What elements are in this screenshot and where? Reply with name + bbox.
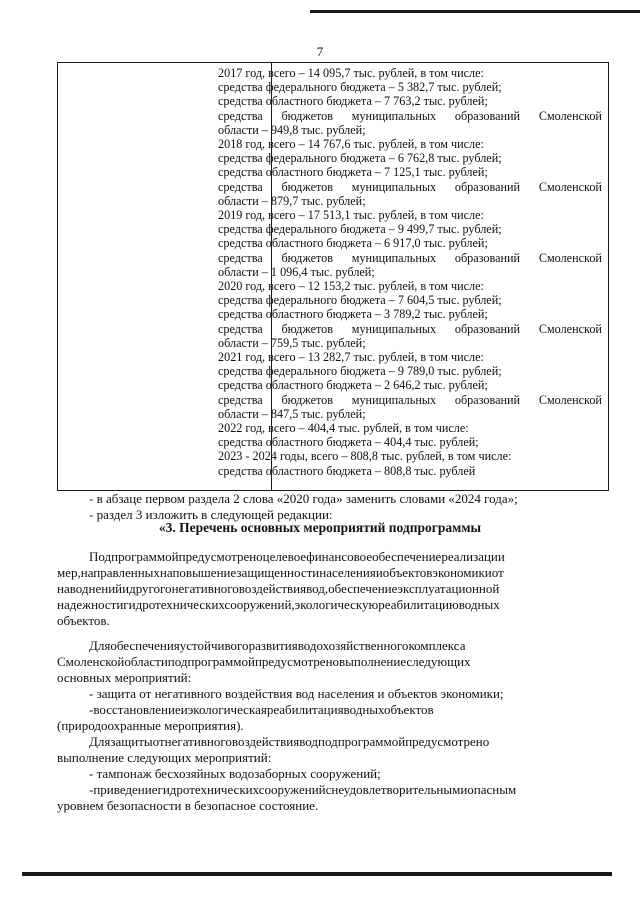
word: муниципальных <box>351 250 437 265</box>
word: муниципальных <box>351 392 437 407</box>
word: следующих <box>406 654 471 669</box>
table-line: средства федерального бюджета – 5 382,7 тыс. рублей; <box>218 80 502 95</box>
word: приведение <box>93 782 158 797</box>
body-line: (природоохранные мероприятия). <box>57 718 244 733</box>
table-line: средства областного бюджета – 3 789,2 тыс. рублей; <box>218 307 488 322</box>
word: финансовое <box>306 549 373 564</box>
word: Смоленской <box>538 392 602 407</box>
table-line <box>218 180 602 194</box>
table-line: 2023 - 2024 годы, всего – 808,8 тыс. рублей, в том числе: <box>218 449 512 464</box>
amendment-item: - в абзаце первом раздела 2 слова «2020 года» заменить словами «2024 года»; <box>89 491 518 506</box>
word: реабилитация <box>266 702 344 717</box>
word: предусмотрено <box>405 734 490 749</box>
table-line: средства федерального бюджета – 7 604,5 тыс. рублей; <box>218 293 502 308</box>
word: Для <box>89 638 111 653</box>
word: муниципальных <box>351 108 437 123</box>
word: - <box>89 702 94 717</box>
body-line <box>89 734 601 750</box>
table-line <box>218 251 602 265</box>
word: Подпрограммой <box>89 549 179 564</box>
table-line: средства областного бюджета – 404,4 тыс. рублей; <box>218 435 479 450</box>
table-line: 2022 год, всего – 404,4 тыс. рублей, в том числе: <box>218 421 469 436</box>
word: воздействия <box>231 734 300 749</box>
word: Смоленской <box>538 179 602 194</box>
word: негативного <box>164 734 232 749</box>
word: средства <box>218 321 263 336</box>
word: направленных <box>80 565 160 580</box>
word: устойчивого <box>179 638 249 653</box>
word: развития <box>248 638 298 653</box>
section-heading: «3. Перечень основных мероприятий подпрограммы <box>158 520 482 535</box>
word: бюджетов <box>281 108 334 123</box>
header-rule <box>310 10 640 13</box>
table-line: 2020 год, всего – 12 153,2 тыс. рублей, в том числе: <box>218 279 484 294</box>
word: образований <box>454 108 521 123</box>
word: подпрограммой <box>167 654 255 669</box>
word: наводнений <box>57 581 123 596</box>
body-line <box>57 654 601 670</box>
word: вод <box>299 734 319 749</box>
word: экономики <box>432 565 492 580</box>
word: образований <box>454 392 521 407</box>
word: средства <box>218 250 263 265</box>
word: повышение <box>172 565 237 580</box>
word: и <box>375 565 383 580</box>
word: бюджетов <box>281 321 334 336</box>
word: негативного <box>171 581 239 596</box>
body-line: объектов. <box>57 613 110 628</box>
word: и <box>180 702 188 717</box>
word: от <box>152 734 165 749</box>
word: муниципальных <box>351 179 437 194</box>
table-line: средства областного бюджета – 7 125,1 тыс. рублей; <box>218 165 488 180</box>
body-line: уровнем безопасности в безопасное состояние. <box>57 798 319 813</box>
word: и <box>122 581 130 596</box>
word: предусмотрено <box>178 549 263 564</box>
word: образований <box>454 321 521 336</box>
table-line: 2021 год, всего – 13 282,7 тыс. рублей, в том числе: <box>218 350 484 365</box>
body-line <box>57 565 601 581</box>
body-line <box>57 597 601 613</box>
word: опасным <box>467 782 517 797</box>
funding-table-cell <box>218 66 602 478</box>
word: вод, <box>306 581 329 596</box>
word: реализации <box>441 549 505 564</box>
word: защищенности <box>236 565 320 580</box>
table-line: 2018 год, всего – 14 767,6 тыс. рублей, в том числе: <box>218 137 484 152</box>
body-line: выполнение следующих мероприятий: <box>57 750 272 765</box>
word: неудовлетворительным <box>331 782 461 797</box>
body-line <box>89 782 601 798</box>
page-number: 7 <box>316 44 324 59</box>
word: сооружений, <box>224 597 295 612</box>
word: бюджетов <box>281 392 334 407</box>
table-line <box>218 322 602 336</box>
table-line <box>218 109 602 123</box>
word: на <box>159 565 173 580</box>
word: предусмотрено <box>254 654 340 669</box>
amendment-item: - раздел 3 изложить в следующей редакции: <box>89 507 333 523</box>
word: от <box>491 565 504 580</box>
word: водных <box>343 702 385 717</box>
footer-rule <box>22 872 612 876</box>
word: бюджетов <box>281 179 334 194</box>
word: с <box>325 782 332 797</box>
word: водных <box>458 597 500 612</box>
word: населения <box>319 565 376 580</box>
table-line: средства федерального бюджета – 9 499,7 тыс. рублей; <box>218 222 502 237</box>
body-line <box>89 549 601 565</box>
word: образований <box>454 250 521 265</box>
word: средства <box>218 108 263 123</box>
word: гидротехнических <box>123 597 225 612</box>
word: реабилитацию <box>378 597 459 612</box>
body-line <box>57 581 601 597</box>
word: надежности <box>57 597 124 612</box>
table-line: 2019 год, всего – 17 513,1 тыс. рублей, в том числе: <box>218 208 484 223</box>
amendments <box>89 491 601 524</box>
table-line: средства федерального бюджета – 6 762,8 тыс. рублей; <box>218 151 502 166</box>
body-line: - тампонаж бесхозяйных водозаборных сооружений; <box>89 766 381 781</box>
word: Смоленской <box>57 654 125 669</box>
word: экологическая <box>187 702 267 717</box>
table-line: области – 949,8 тыс. рублей; <box>218 122 366 137</box>
word: подпрограммой <box>318 734 406 749</box>
word: экологическую <box>294 597 379 612</box>
word: водохозяйственного <box>297 638 409 653</box>
table-line: области – 1 096,4 тыс. рублей; <box>218 264 375 279</box>
word: Смоленской <box>538 321 602 336</box>
word: Смоленской <box>538 108 602 123</box>
body-line <box>89 638 601 654</box>
word: области <box>124 654 168 669</box>
word: объектов <box>384 702 434 717</box>
word: Для <box>89 734 111 749</box>
table-line: средства областного бюджета – 2 646,2 тыс. рублей; <box>218 378 488 393</box>
word: восстановление <box>93 702 181 717</box>
word: обеспечение <box>328 581 398 596</box>
word: выполнение <box>339 654 407 669</box>
word: целевое <box>262 549 307 564</box>
word: другого <box>129 581 172 596</box>
table-line: средства областного бюджета – 6 917,0 тыс. рублей; <box>218 236 488 251</box>
table-line: средства областного бюджета – 808,8 тыс. рублей <box>218 463 476 478</box>
word: средства <box>218 179 263 194</box>
table-line: области – 847,5 тыс. рублей; <box>218 406 366 421</box>
word: обеспечение <box>372 549 442 564</box>
word: бюджетов <box>281 250 334 265</box>
body-line <box>89 702 601 718</box>
word: - <box>89 782 94 797</box>
word: комплекса <box>408 638 466 653</box>
body-line: - защита от негативного воздействия вод населения и объектов экономики; <box>89 686 504 701</box>
word: образований <box>454 179 521 194</box>
word: и <box>460 782 468 797</box>
word: муниципальных <box>351 321 437 336</box>
table-line <box>218 393 602 407</box>
word: эксплуатационной <box>397 581 500 596</box>
word: мер, <box>57 565 81 580</box>
word: воздействия <box>238 581 307 596</box>
word: Смоленской <box>538 250 602 265</box>
word: сооружений <box>258 782 326 797</box>
table-line: средства областного бюджета – 7 763,2 тыс. рублей; <box>218 94 488 109</box>
table-line: 2017 год, всего – 14 095,7 тыс. рублей, в том числе: <box>218 66 484 80</box>
body-line: основных мероприятий: <box>57 670 192 685</box>
table-line: области – 759,5 тыс. рублей; <box>218 335 366 350</box>
table-line: области – 879,7 тыс. рублей; <box>218 193 366 208</box>
word: защиты <box>110 734 153 749</box>
word: обеспечения <box>110 638 180 653</box>
table-line: средства федерального бюджета – 9 789,0 тыс. рублей; <box>218 364 502 379</box>
word: средства <box>218 392 263 407</box>
word: гидротехнических <box>157 782 259 797</box>
word: объектов <box>382 565 433 580</box>
